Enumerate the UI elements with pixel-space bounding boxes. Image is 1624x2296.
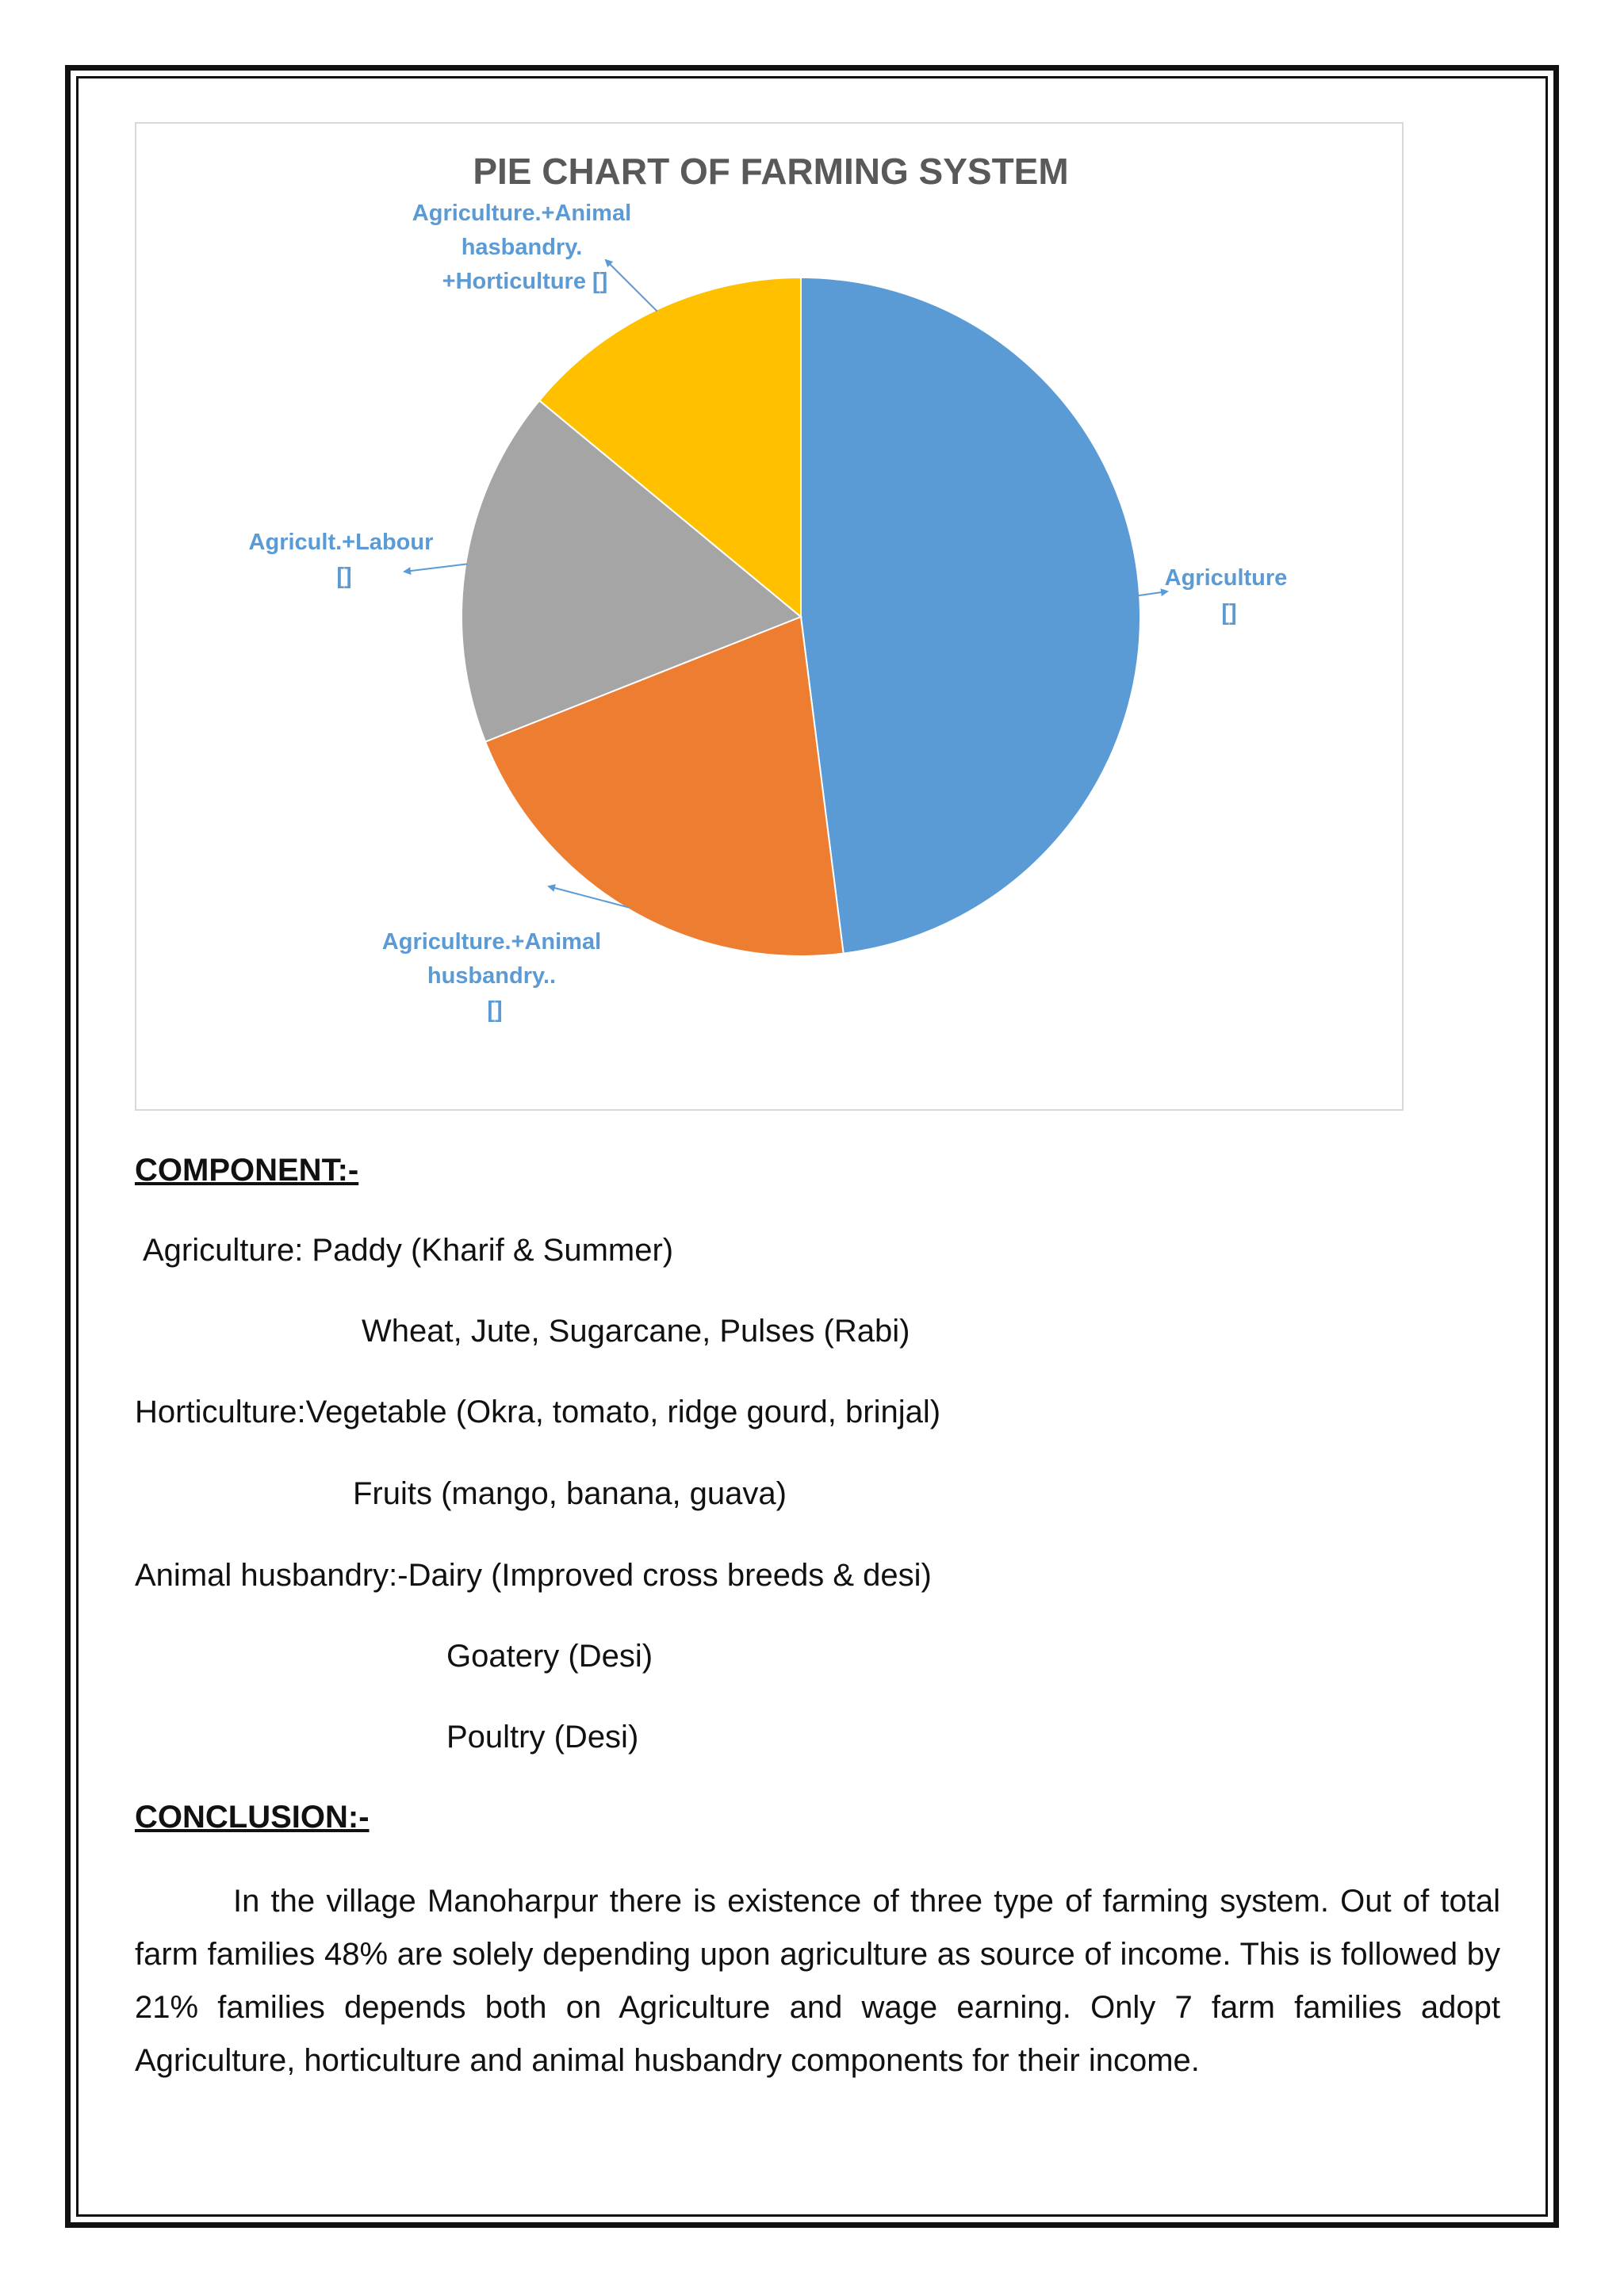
slice-label-line: []	[336, 564, 352, 589]
leader-line	[404, 564, 467, 572]
component-line-fruits: Fruits (mango, banana, guava)	[353, 1476, 787, 1511]
chart-title: PIE CHART OF FARMING SYSTEM	[473, 151, 1069, 192]
slice-label-line: Agriculture.+Animal	[412, 201, 632, 226]
slice-label-agriculture-labour	[249, 530, 440, 589]
slice-label-line: husbandry..	[427, 963, 557, 989]
component-heading: COMPONENT:-	[135, 1153, 359, 1188]
slice-label-line: Agricult.+Labour	[248, 530, 434, 555]
slice-label-agriculture	[1165, 565, 1294, 626]
component-line-poultry: Poultry (Desi)	[446, 1720, 639, 1755]
component-line-rabi: Wheat, Jute, Sugarcane, Pulses (Rabi)	[362, 1314, 910, 1349]
pie-slices	[462, 277, 1140, 956]
leader-line	[606, 260, 657, 312]
conclusion-heading: CONCLUSION:-	[135, 1800, 370, 1835]
component-line-animal-husbandry: Animal husbandry:-Dairy (Improved cross breeds & desi)	[135, 1558, 932, 1593]
slice-label-line: []	[487, 997, 503, 1023]
slice-label-agriculture-animal-husbandry	[382, 929, 607, 1023]
component-line-agriculture: Agriculture: Paddy (Kharif & Summer)	[143, 1233, 674, 1268]
leader-line	[1138, 591, 1167, 595]
pie-slice-agriculture	[801, 277, 1140, 954]
slice-label-line: hasbandry.	[461, 235, 583, 260]
pie-chart-svg	[136, 124, 1405, 1112]
component-line-goatery: Goatery (Desi)	[446, 1639, 653, 1674]
conclusion-paragraph	[135, 1875, 1500, 2087]
pie-chart-container	[135, 122, 1404, 1111]
slice-label-line: []	[1221, 600, 1237, 626]
conclusion-text: In the village Manoharpur there is existence of three type of farming system. Out of total farm families 48% are solely depending upon agriculture as source of income. This is followed by 21% families depends both on Agriculture and wage earning. Only 7 farm families adopt Agriculture, horticulture and animal husbandry components for their income.	[135, 1884, 1500, 2078]
component-line-horticulture: Horticulture:Vegetable (Okra, tomato, ridge gourd, brinjal)	[135, 1395, 941, 1429]
slice-label-line: Agriculture	[1164, 565, 1288, 591]
slice-label-line: +Horticulture []	[442, 269, 608, 294]
slice-label-line: Agriculture.+Animal	[381, 929, 602, 955]
slice-label-agriculture-animal-horticulture	[412, 201, 638, 294]
